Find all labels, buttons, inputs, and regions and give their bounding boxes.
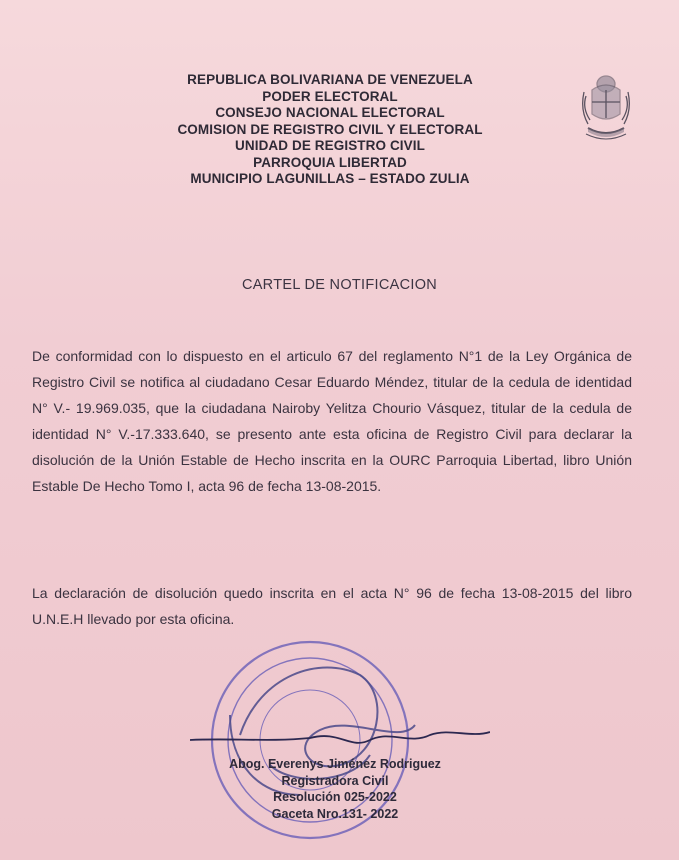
signer-resolution: Resolución 025-2022 [273,790,397,804]
notice-paragraph-1: De conformidad con lo dispuesto en el articulo 67 del reglamento N°1 de la Ley Orgánica de Registro Civil se notifica al ciudadano Cesar Eduardo Méndez, titular de la cedula de identidad N° V.- 19.969.035, que la ciudadana Nairoby Yelitza Chourio Vásquez, titular de la cedula de identidad N° V.-17.333.640, se presento ante esta oficina de Registro Civil para declarar la disolución de la Unión Estable de Hecho inscrita en la OURC Parroquia Libertad, libro Unión Estable De Hecho Tomo I, acta 96 de fecha 13-08-2015. [32,348,632,494]
signer-name: Abog. Everenys Jiménez Rodriguez [229,757,441,771]
signer-gazette: Gaceta Nro.131- 2022 [271,806,399,821]
signature-scribble [190,720,490,760]
notice-paragraph-2: La declaración de disolución quedo inscrita en el acta N° 96 de fecha 13-08-2015 del libro U.N.E.H llevado por esta oficina. [32,585,632,627]
header-line-power: PODER ELECTORAL [262,88,398,104]
header-line-republic: REPUBLICA BOLIVARIANA DE VENEZUELA [187,72,473,87]
signer-role: Registradora Civil [281,773,389,788]
notice-title: CARTEL DE NOTIFICACION [241,277,438,293]
header-line-council: CONSEJO NACIONAL ELECTORAL [215,105,445,120]
document-header [120,72,540,188]
coat-of-arms-icon [580,62,632,154]
header-line-unit: UNIDAD DE REGISTRO CIVIL [235,138,425,153]
header-line-parish: PARROQUIA LIBERTAD [253,154,407,170]
header-line-municipality: MUNICIPIO LAGUNILLAS – ESTADO ZULIA [190,171,470,186]
header-line-commission: COMISION DE REGISTRO CIVIL Y ELECTORAL [177,121,483,137]
signature-block [170,756,500,822]
